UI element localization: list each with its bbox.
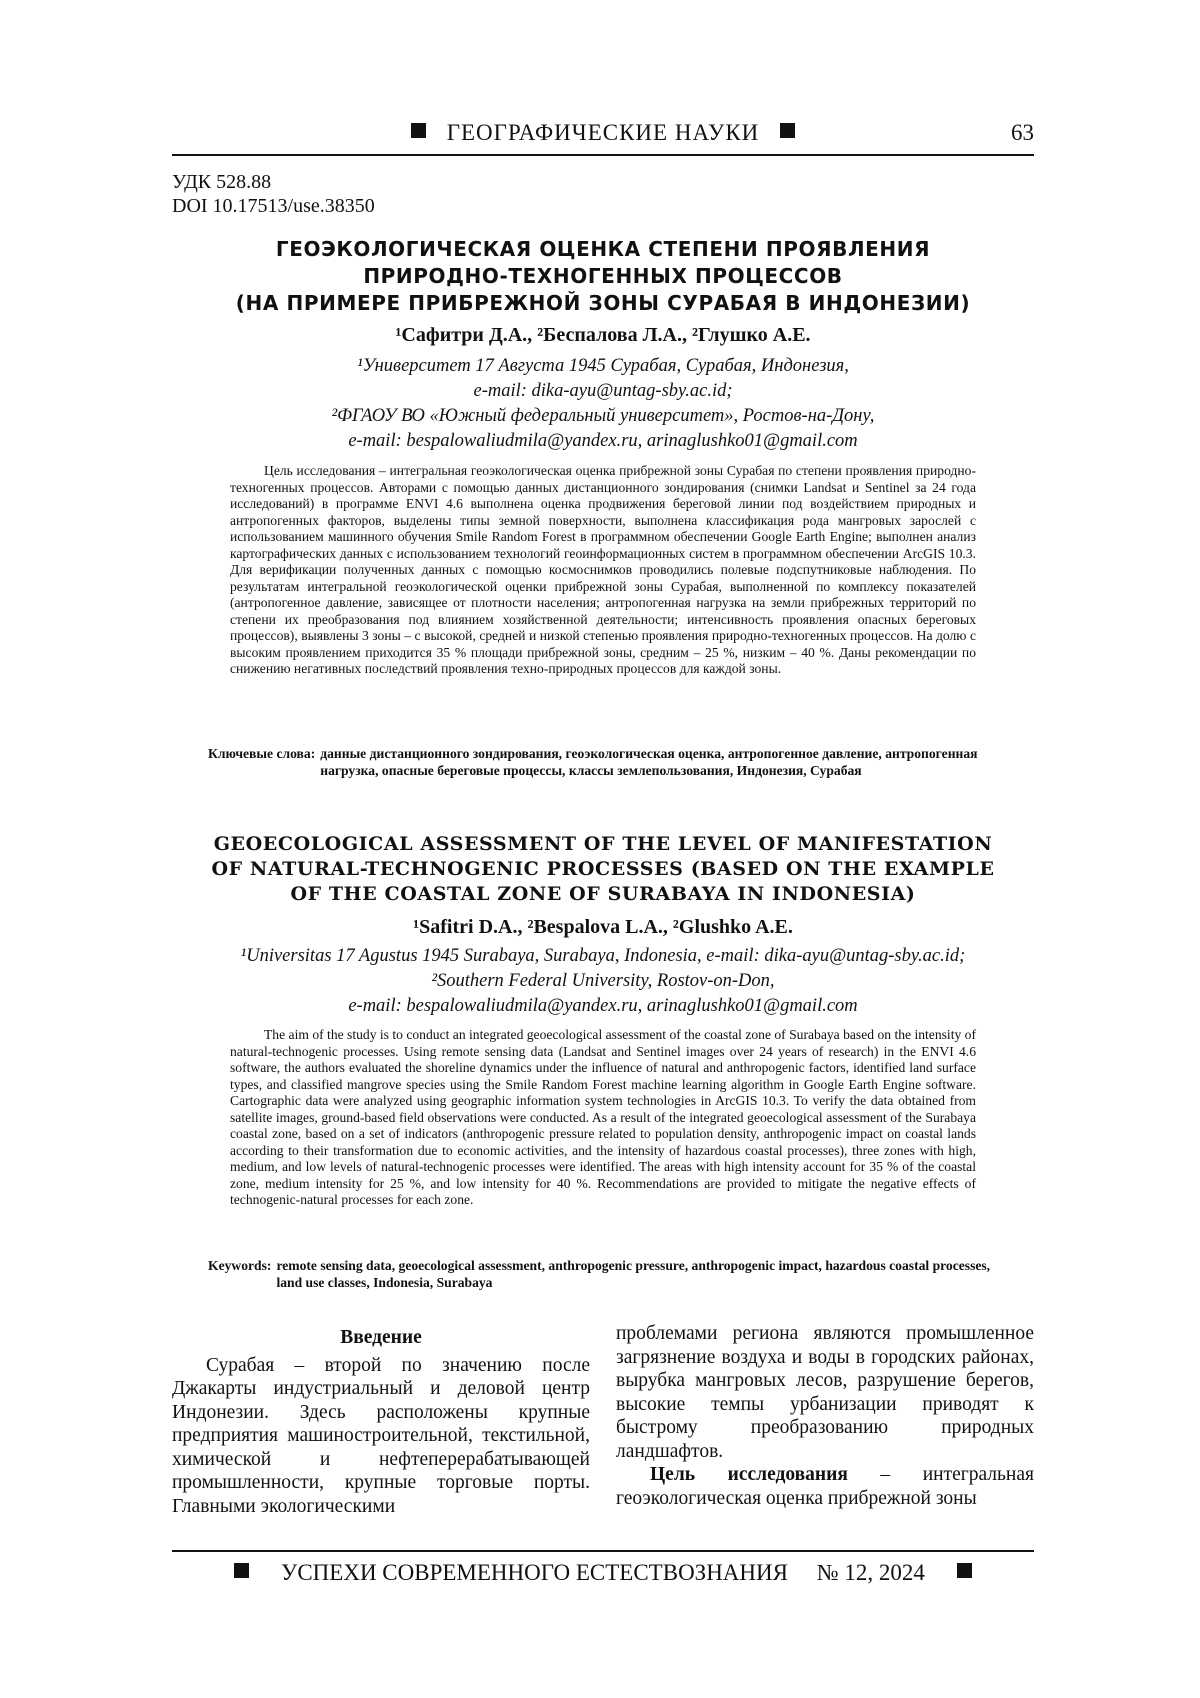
keywords-text: данные дистанционного зондирования, геоэкологическая оценка, антропогенное давление, антропогенная нагрузка, опасные береговые процессы, классы землепользования, Индонезия, Сурабая (320, 746, 978, 778)
title-en-line: GEOECOLOGICAL ASSESSMENT OF THE LEVEL OF MANIFESTATION (213, 833, 993, 855)
square-bullet-icon (957, 1563, 972, 1578)
affiliation-line: ¹Университет 17 Августа 1945 Сурабая, Сурабая, Индонезия, (357, 356, 849, 376)
body-column-right (616, 1322, 1034, 1510)
title-ru-line: ПРИРОДНО-ТЕХНОГЕННЫХ ПРОЦЕССОВ (363, 264, 843, 288)
section-name: ГЕОГРАФИЧЕСКИЕ НАУКИ (446, 120, 760, 145)
aim-label: Цель исследования (650, 1464, 848, 1485)
square-bullet-icon (411, 123, 426, 138)
section-title (172, 120, 1034, 146)
affiliation-line: e-mail: bespalowaliudmila@yandex.ru, arinaglushko01@gmail.com (348, 431, 858, 451)
affiliations-ru (172, 354, 1034, 454)
keywords-en (208, 1258, 998, 1291)
title-en-line: OF NATURAL-TECHNOGENIC PROCESSES (BASED ON THE EXAMPLE (211, 858, 995, 880)
keywords-ru (208, 746, 998, 779)
keywords-text: remote sensing data, geoecological assessment, anthropogenic pressure, anthropogenic impact, hazardous coastal processes, land use classes, Indonesia, Surabaya (276, 1258, 991, 1290)
abstract-en: The aim of the study is to conduct an integrated geoecological assessment of the coastal zone of Surabaya based on the intensity of natural-technogenic processes. Using remote sensing data (Landsat and Sentinel images over 24 years of research) in the ENVI 4.6 software, the authors evaluated the shoreline dynamics under the influence of natural and anthropogenic factors, identified land surface types, and classified mangrove species using the Smile Random Forest machine learning algorithm in Google Earth Engine software. Cartographic data were analyzed using geographic information system technologies in ArcGIS 10.3. To verify the data obtained from satellite images, ground-based field observations were conducted. As a result of the integrated geoecological assessment of the Surabaya coastal zone, based on a set of indicators (anthropogenic pressure related to population density, anthropogenic impact on coastal lands according to their transformation due to economic activities, and the intensity of hazardous coastal processes), three zones with high, medium, and low levels of natural-technogenic processes were identified. The areas with high intensity account for 35 % of the coastal zone, medium intensity for 25 %, and low intensity for 40 %. Recommendations are provided to mitigate the negative effects of technogenic-natural processes for each zone. (230, 1027, 976, 1207)
square-bullet-icon (780, 123, 795, 138)
title-ru-line: (НА ПРИМЕРЕ ПРИБРЕЖНОЙ ЗОНЫ СУРАБАЯ В ИНДОНЕЗИИ) (235, 291, 971, 315)
header-rule (172, 154, 1034, 156)
issue-number: № 12, 2024 (816, 1560, 925, 1585)
footer-rule (172, 1550, 1034, 1552)
title-ru (172, 236, 1034, 317)
running-header (172, 120, 1034, 156)
page-number: 63 (1011, 120, 1034, 145)
journal-name: УСПЕХИ СОВРЕМЕННОГО ЕСТЕСТВОЗНАНИЯ (281, 1560, 788, 1585)
affiliation-line: ¹Universitas 17 Agustus 1945 Surabaya, Surabaya, Indonesia, e-mail: dika-ayu@untag-sby.ac.id; (240, 946, 966, 966)
aim-text: – интегральная геоэкологическая оценка прибрежной зоны (616, 1464, 1034, 1509)
affiliation-line: ²Southern Federal University, Rostov-on-Don, (431, 971, 775, 991)
body-paragraph: Сурабая – второй по значению после Джакарты индустриальный и деловой центр Индонезии. Здесь расположены крупные предприятия машиностроительной, текстильной, химической и нефтеперерабатывающей промышленности, крупные торговые порты. Главными экологическими (172, 1354, 590, 1517)
udk-code: УДК 528.88 (172, 171, 272, 193)
abstract-ru: Цель исследования – интегральная геоэкологическая оценка прибрежной зоны Сурабая по степени проявления природно-техногенных процессов. Авторами с помощью данных дистанционного зондирования (снимки Landsat и Sentinel за 24 года исследований) в программе ENVI 4.6 выполнена оценка продвижения береговой линии под воздействием природных и антропогенных факторов, выделены типы земной поверхности, выполнена классификация рода мангровых зарослей с использованием машинного обучения Smile Random Forest в программном обеспечении Google Earth Engine; выполнен анализ картографических данных с использованием технологий геоинформационных систем в программном обеспечении ArcGIS 10.3. Для верификации полученных данных с помощью космоснимков проводились полевые подспутниковые наблюдения. По результатам интегральной геоэкологической оценки прибрежной зоны Сурабая, выполненной по комплексу показателей (антропогенное давление, зависящее от плотности населения; антропогенная нагрузка на земли прибрежных территорий по степени их преобразования под влиянием хозяйственной деятельности; интенсивность проявления опасных береговых процессов), выявлены 3 зоны – с высокой, средней и низкой степенью проявления природно-техногенных процессов. На долю с высоким проявлением приходится 35 % площади прибрежной зоны, средним – 25 %, низким – 40 %. Даны рекомендации по снижению негативных последствий проявления техно-природных процессов для каждой зоны. (230, 463, 976, 676)
title-ru-line: ГЕОЭКОЛОГИЧЕСКАЯ ОЦЕНКА СТЕПЕНИ ПРОЯВЛЕНИЯ (275, 237, 931, 261)
body-paragraph (616, 1463, 1034, 1510)
keywords-label: Keywords: (208, 1258, 272, 1273)
journal-line (172, 1560, 1034, 1586)
affiliations-en (172, 944, 1034, 1019)
doi: DOI 10.17513/use.38350 (172, 195, 375, 217)
affiliation-line: e-mail: bespalowaliudmila@yandex.ru, arinaglushko01@gmail.com (348, 996, 858, 1016)
keywords-label: Ключевые слова: (208, 746, 316, 761)
body-paragraph: проблемами региона являются промышленное загрязнение воздуха и воды в городских районах, вырубка мангровых лесов, разрушение берегов, высокие темпы урбанизации приводят к быстрому преобразованию природных ландшафтов. (616, 1323, 1034, 1462)
section-heading: Введение (340, 1327, 422, 1348)
affiliation-line: ²ФГАОУ ВО «Южный федеральный университет», Ростов-на-Дону, (331, 406, 875, 426)
authors-en: ¹Safitri D.A., ²Bespalova L.A., ²Glushko A.E. (413, 916, 793, 938)
running-footer (172, 1550, 1034, 1586)
title-en-line: OF THE COASTAL ZONE OF SURABAYA IN INDONESIA) (290, 883, 916, 905)
affiliation-line: e-mail: dika-ayu@untag-sby.ac.id; (473, 381, 733, 401)
body-column-left (172, 1326, 590, 1518)
title-en (172, 832, 1034, 907)
article-meta (172, 170, 375, 218)
square-bullet-icon (234, 1563, 249, 1578)
authors-ru: ¹Сафитри Д.А., ²Беспалова Л.А., ²Глушко А.Е. (395, 324, 811, 346)
